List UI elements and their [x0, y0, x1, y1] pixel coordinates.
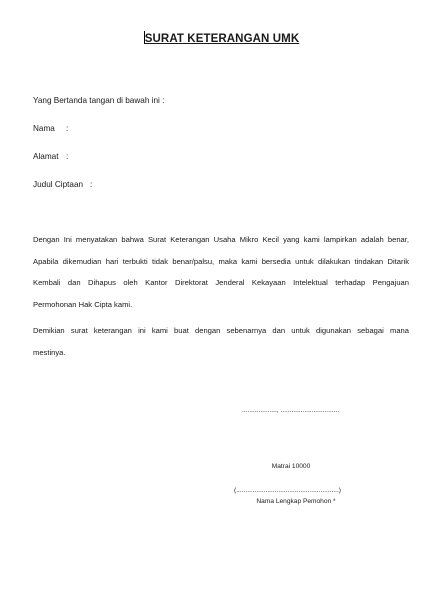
place-date-line: ..................., ................................	[242, 407, 340, 414]
title-text: SURAT KETERANGAN UMK	[144, 33, 300, 45]
statement-line: Permohonan Hak Cipta kami.	[33, 299, 133, 309]
field-label-nama: Nama	[33, 124, 55, 133]
document-title	[0, 31, 443, 45]
closing-paragraph	[33, 320, 409, 363]
field-label-alamat: Alamat	[33, 152, 59, 161]
closing-line: Demikian surat keterangan ini kami buat dengan sebenarnya dan untuk digunakan sebagai mana	[33, 326, 409, 335]
statement-paragraph	[33, 229, 409, 315]
field-label-judul-ciptaan: Judul Ciptaan	[33, 180, 84, 189]
field-separator-judul-ciptaan: :	[90, 180, 93, 189]
statement-line: Kembali dan Dihapus oleh Kantor Direktorat Jenderal Kekayaan Intelektual terhadap Pengajuan	[33, 278, 409, 287]
statement-line: Dengan Ini menyatakan bahwa Surat Keterangan Usaha Mikro Kecil yang kami lampirkan adalah benar,	[33, 235, 409, 244]
field-separator-nama: :	[66, 124, 69, 133]
intro-text: Yang Bertanda tangan di bawah ini :	[33, 96, 165, 105]
signer-name-label: Nama Lengkap Pemohon *	[256, 498, 336, 505]
closing-line: mestinya.	[33, 347, 66, 357]
signature-line: (........................................................)	[234, 487, 341, 494]
stamp-label: Matrai 10000	[271, 463, 311, 470]
field-separator-alamat: :	[66, 152, 69, 161]
statement-line: Apabila dikemudian hari terbukti tidak benar/palsu, maka kami bersedia untuk dilakukan tindakan Ditarik	[33, 256, 409, 266]
